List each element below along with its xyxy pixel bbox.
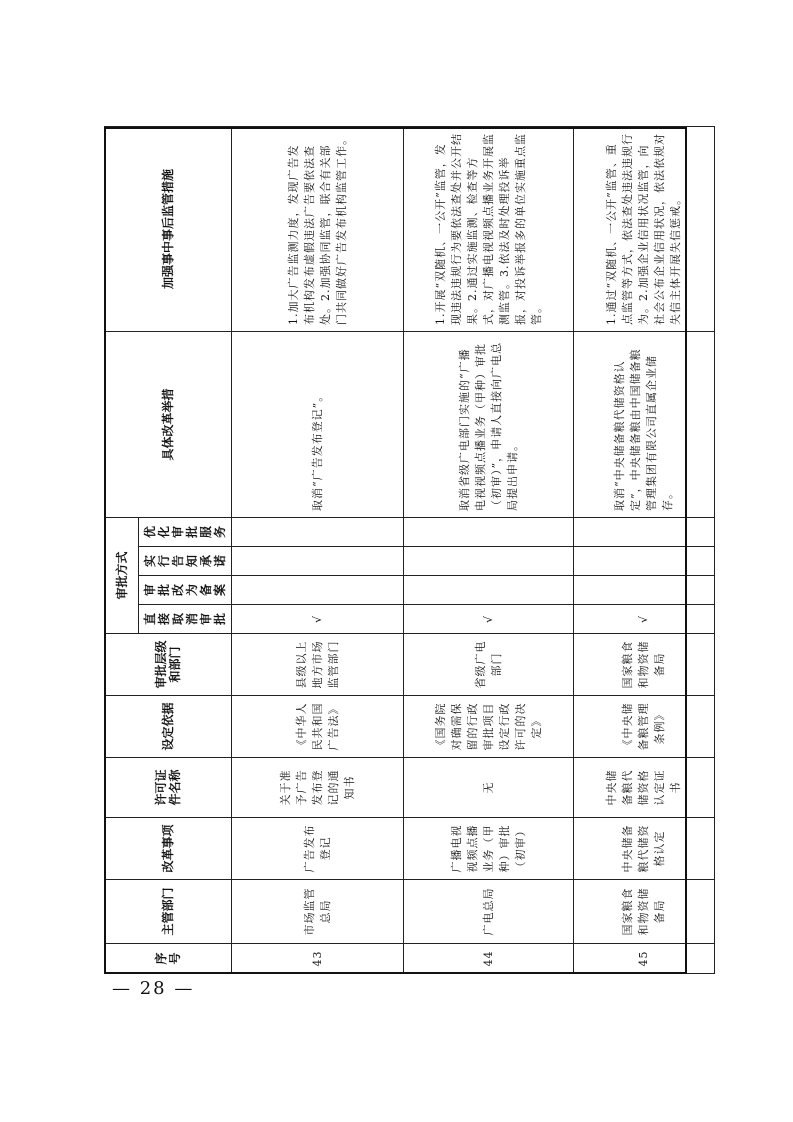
cell-level: 县级以上地方市场监管部门	[232, 634, 404, 696]
cell-license: 无	[404, 758, 574, 818]
cell-item: 广播电视视频点播业务（甲种）审批（初审）	[404, 818, 574, 880]
cell-method-optimize	[404, 517, 574, 546]
cell-item: 中央储备粮代储资格认定	[574, 818, 715, 880]
header-method-group: 审批方式	[105, 517, 139, 633]
cell-license: 关于准予广告发布登记的通知书	[232, 758, 404, 818]
header-method-notify: 实行告知承诺	[139, 547, 232, 576]
cell-method-optimize	[232, 517, 404, 546]
cell-dept: 广电总局	[404, 880, 574, 944]
cell-method-notify	[232, 547, 404, 576]
header-method-filing: 审批改为备案	[139, 576, 232, 605]
cell-level: 省级广电部门	[404, 634, 574, 696]
cell-supervision: 1.开展“双随机、一公开”监管，发现违法违规行为要依法查处并公开结果。2.通过实施监测、检查等方式，对广播电视视频点播业务开展监测监管。3.依法及时处理投诉举报，对投诉举报多的单位实施重点监管。	[404, 126, 574, 331]
header-method-optimize: 优化审批服务	[139, 517, 232, 546]
header-method-cancel: 直接取消审批	[139, 605, 232, 634]
cell-license: 中央储备粮代储资格认定证书	[574, 758, 715, 818]
header-dept: 主管部门	[105, 880, 232, 944]
header-item: 改革事项	[105, 818, 232, 880]
table-header-row	[105, 126, 139, 973]
cell-seq: 44	[404, 944, 574, 974]
cell-reform: 取消“中央储备粮代储资格认定”，中央储备粮由中国储备粮管理集团有限公司直属企业储存。	[574, 331, 715, 517]
cell-seq: 43	[232, 944, 404, 974]
cell-method-cancel: √	[574, 605, 715, 634]
cell-level: 国家粮食和物资储备局	[574, 634, 715, 696]
cell-supervision: 1.通过“双随机、一公开”监管、重点监管等方式，依法查处违法违规行为。2.加强企业信用状况监管，向社会公布企业信用状况，依法依规对失信主体开展失信惩戒。	[574, 126, 715, 331]
cell-basis: 《中华人民共和国广告法》	[232, 696, 404, 758]
rotated-table-container	[104, 127, 687, 974]
page-number: — 28 —	[112, 978, 195, 999]
cell-method-notify	[404, 547, 574, 576]
header-level: 审批层级和部门	[105, 634, 232, 696]
reform-items-table	[104, 126, 715, 974]
cell-basis: 《国务院对确需保留的行政审批项目设定行政许可的决定》	[404, 696, 574, 758]
cell-method-notify	[574, 547, 715, 576]
cell-reform: 取消省级广电部门实施的“广播电视视频点播业务（甲种）审批（初审）”，申请人直接向广电总局提出申请。	[404, 331, 574, 517]
cell-method-optimize	[574, 517, 715, 546]
cell-supervision: 1.加大广告监测力度，发现广告发布机构发布虚假违法广告要依法查处。2.加强协同监管，联合有关部门共同做好广告发布机构监管工作。	[232, 126, 404, 331]
cell-method-filing	[232, 576, 404, 605]
cell-method-filing	[404, 576, 574, 605]
cell-seq: 45	[574, 944, 715, 974]
table-row	[232, 126, 404, 973]
cell-dept: 国家粮食和物资储备局	[574, 880, 715, 944]
cell-method-cancel: √	[404, 605, 574, 634]
cell-dept: 市场监管总局	[232, 880, 404, 944]
cell-method-filing	[574, 576, 715, 605]
cell-item: 广告发布登记	[232, 818, 404, 880]
table-row	[574, 126, 715, 973]
header-seq: 序号	[105, 944, 232, 974]
header-basis: 设定依据	[105, 696, 232, 758]
header-reform: 具体改革举措	[105, 331, 232, 517]
header-supervision: 加强事中事后监管措施	[105, 126, 232, 331]
cell-reform: 取消“广告发布登记”。	[232, 331, 404, 517]
cell-method-cancel: √	[232, 605, 404, 634]
header-license: 许可证件名称	[105, 758, 232, 818]
cell-basis: 《中央储备粮管理条例》	[574, 696, 715, 758]
table-row	[404, 126, 574, 973]
